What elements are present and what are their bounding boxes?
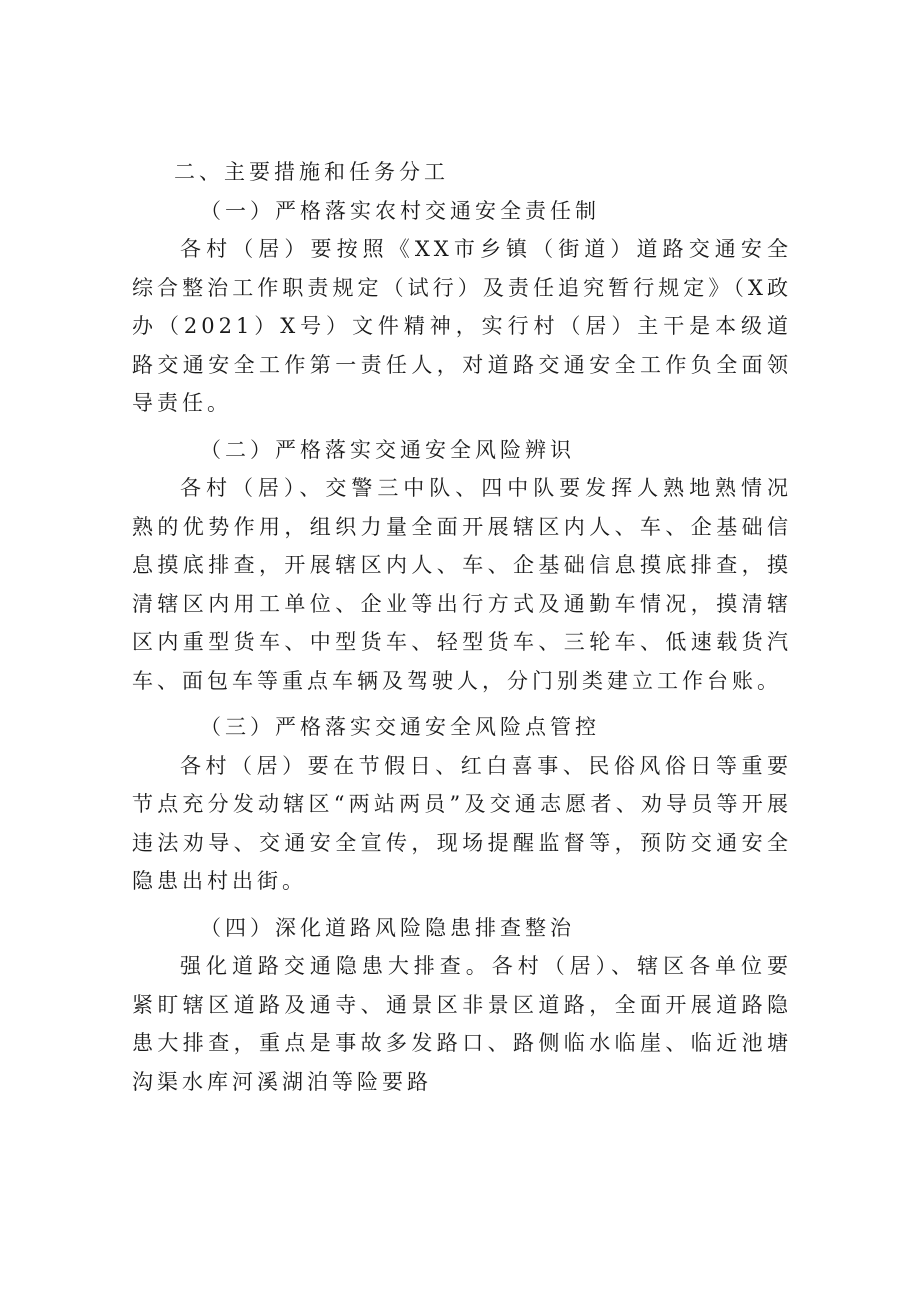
item-1-heading: （一）严格落实农村交通安全责任制 (200, 198, 600, 223)
item-4-paragraph: 强化道路交通隐患大排查。各村（居）、辖区各单位要紧盯辖区道路及通寺、通景区非景区道路，全面开展道路隐患大排查，重点是事故多发路口、路侧临水临崖、临近池塘沟渠水库河溪湖泊等险要路 (132, 954, 792, 1094)
spacer (132, 423, 792, 431)
section-title: 二、主要措施和任务分工 (174, 160, 449, 184)
document-body (132, 153, 792, 1101)
spacer (132, 901, 792, 909)
item-4-heading: （四）深化道路风险隐患排查整治 (200, 915, 575, 940)
item-3-paragraph: 各村（居）要在节假日、红白喜事、民俗风俗日等重要节点充分发动辖区“两站两员”及交通志愿者、劝导员等开展违法劝导、交通安全宣传，现场提醒监督等，预防交通安全隐患出村出街。 (132, 753, 792, 893)
spacer (132, 700, 792, 708)
item-1-paragraph: 各村（居）要按照《XX市乡镇（街道）道路交通安全综合整治工作职责规定（试行）及责任追究暂行规定》（X政办（2021）X号）文件精神，实行村（居）主干是本级道路交通安全工作第一责任人，对道路交通安全工作负全面领导责任。 (132, 237, 792, 415)
item-2-heading: （二）严格落实交通安全风险辨识 (200, 437, 575, 462)
item-3-heading: （三）严格落实交通安全风险点管控 (200, 715, 600, 739)
item-2-paragraph: 各村（居）、交警三中队、四中队要发挥人熟地熟情况熟的优势作用，组织力量全面开展辖区内人、车、企基础信息摸底排查，开展辖区内人、车、企基础信息摸底排查，摸清辖区内用工单位、企业等出行方式及通勤车情况，摸清辖区内重型货车、中型货车、轻型货车、三轮车、低速载货汽车、面包车等重点车辆及驾驶人，分门别类建立工作台账。 (132, 476, 792, 693)
